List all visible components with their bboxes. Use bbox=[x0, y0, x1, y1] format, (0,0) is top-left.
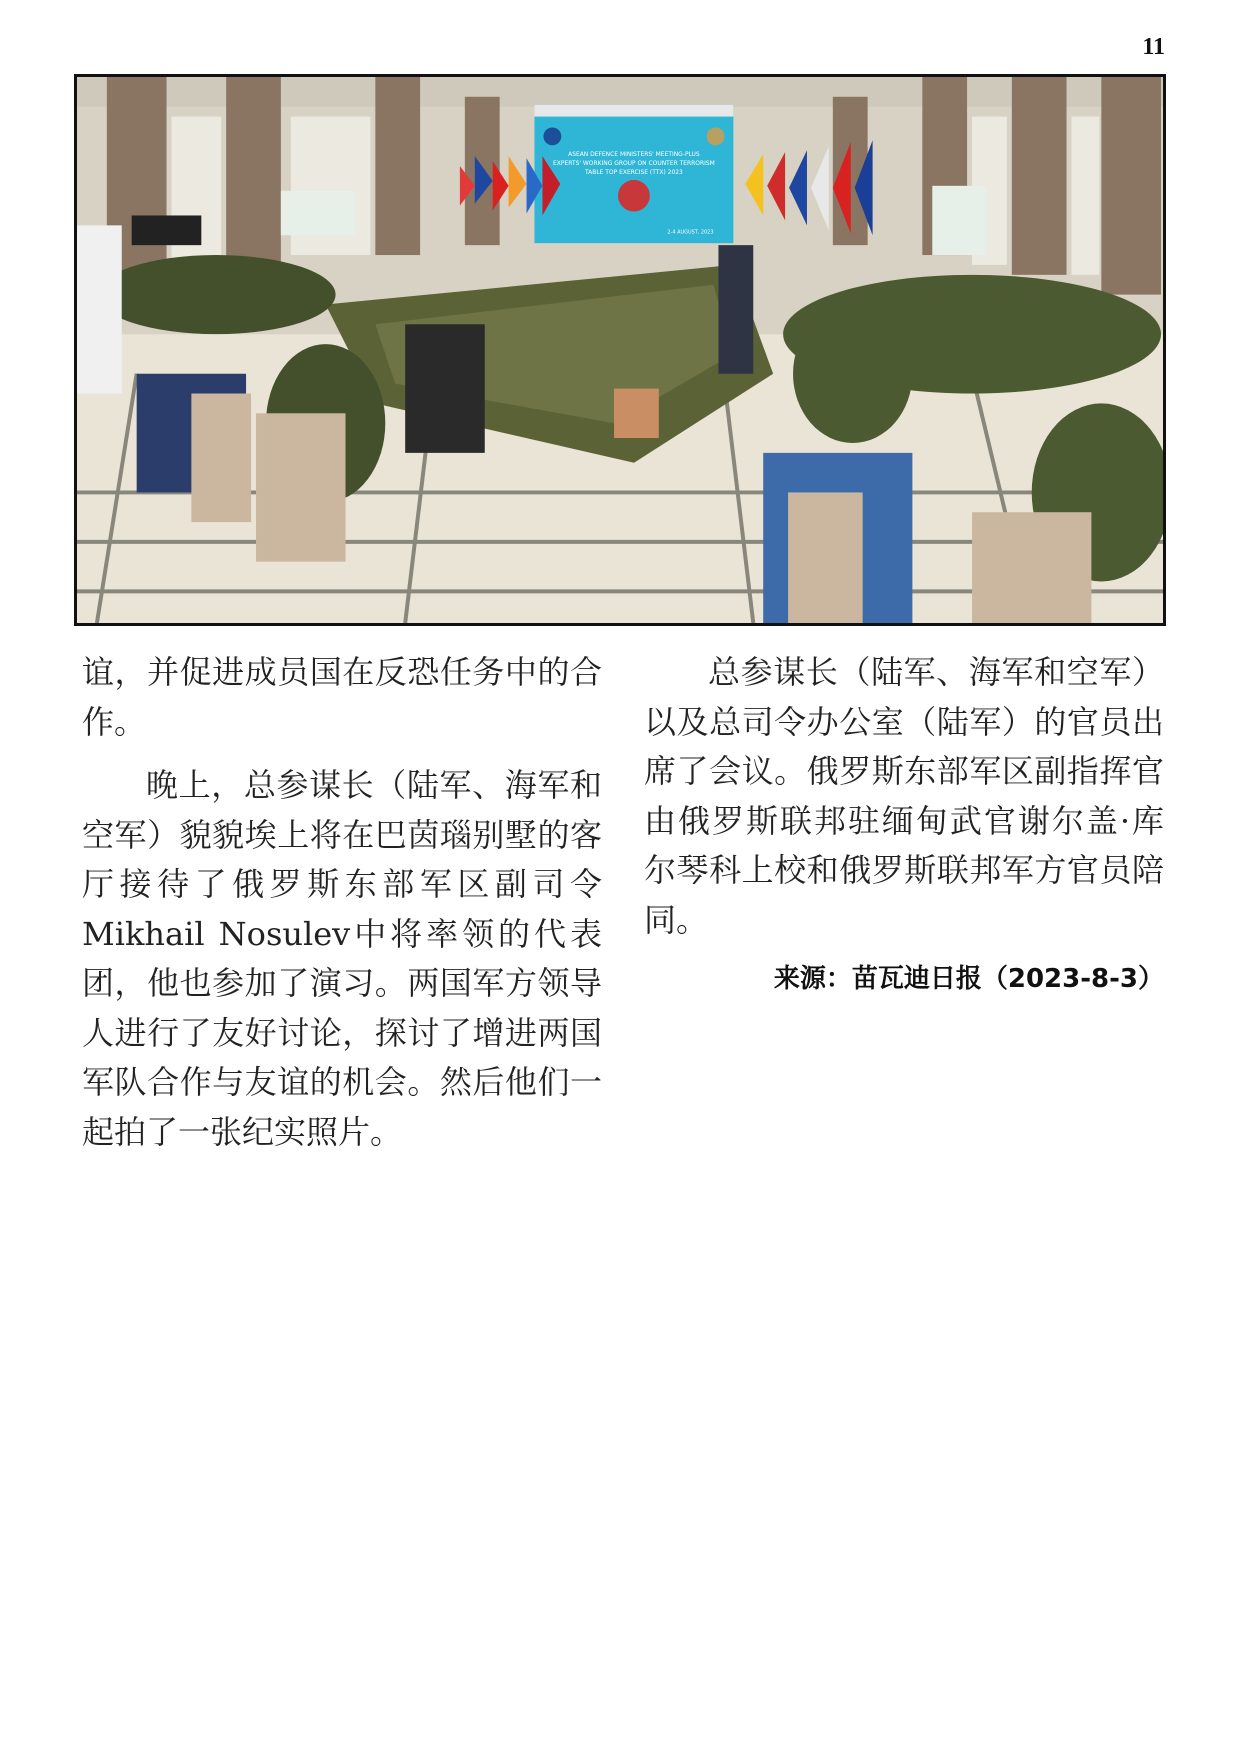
source-citation: 来源：苗瓦迪日报（2023-8-3） bbox=[773, 964, 1164, 994]
page-number: 11 bbox=[1142, 34, 1165, 60]
left-column bbox=[82, 648, 602, 1171]
screen-line-2: EXPERTS' WORKING GROUP ON COUNTER TERRORISM bbox=[553, 160, 715, 168]
meeting-photo bbox=[74, 74, 1166, 626]
left-paragraph-1: 谊，并促进成员国在反恐任务中的合作。 bbox=[82, 653, 602, 741]
right-paragraph-1: 总参谋长（陆军、海军和空军）以及总司令办公室（陆军）的官员出席了会议。俄罗斯东部军区副指挥官由俄罗斯联邦驻缅甸武官谢尔盖·库尔琴科上校和俄罗斯联邦军方官员陪同。 bbox=[644, 653, 1164, 939]
screen-line-3: TABLE TOP EXERCISE (TTX) 2023 bbox=[585, 168, 683, 176]
meeting-photo-icon bbox=[77, 77, 1163, 623]
screen-line-1: ASEAN DEFENCE MINISTERS' MEETING-PLUS bbox=[568, 151, 700, 159]
left-paragraph-2: 晚上，总参谋长（陆军、海军和空军）貌貌埃上将在巴茵瑙别墅的客厅接待了俄罗斯东部军区副司令Mikhail Nosulev中将率领的代表团，他也参加了演习。两国军方领导人进行了友好讨论，探讨了增进两国军队合作与友谊的机会。然后他们一起拍了一张纪实照片。 bbox=[82, 766, 602, 1151]
screen-date: 2-4 AUGUST, 2023 bbox=[667, 229, 714, 236]
right-column bbox=[644, 648, 1164, 999]
